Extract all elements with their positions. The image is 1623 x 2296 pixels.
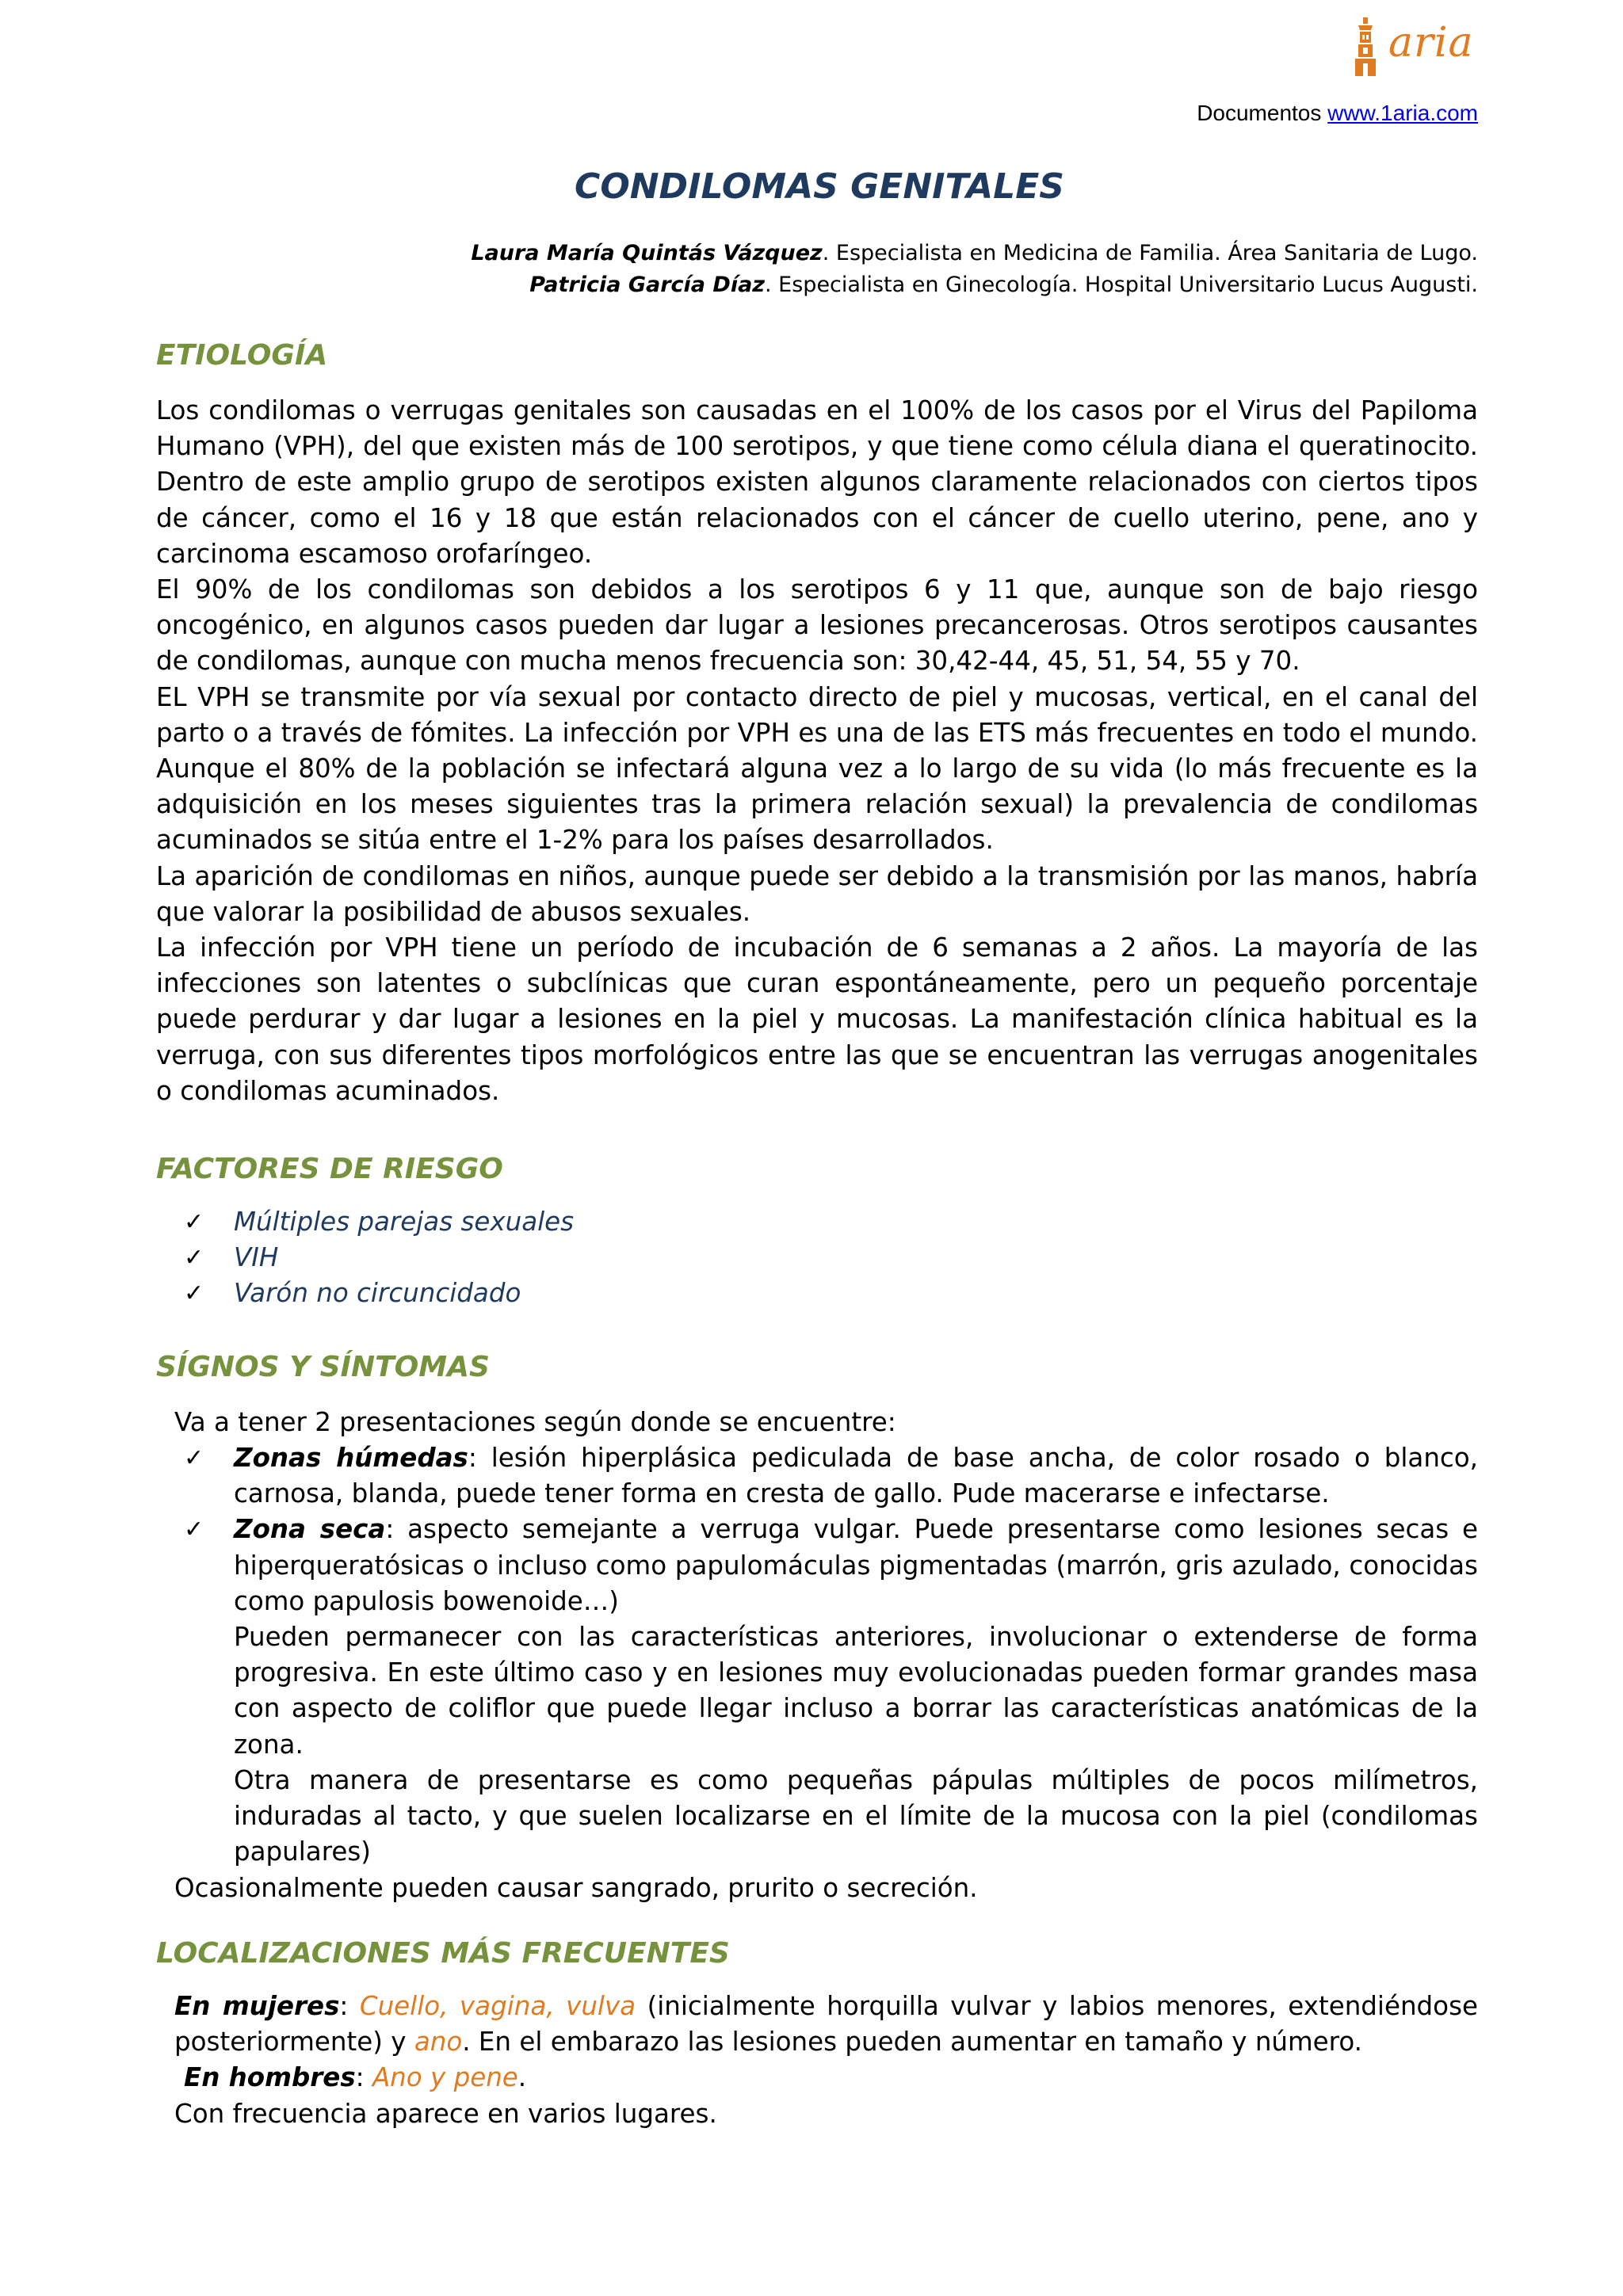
page-title: CONDILOMAS GENITALES bbox=[575, 166, 1064, 207]
authors-block bbox=[471, 238, 1478, 301]
author-role: . Especialista en Medicina de Familia. Área Sanitaria de Lugo. bbox=[822, 241, 1478, 265]
documents-link-line bbox=[1197, 101, 1478, 126]
list-item: ✓ Zonas húmedas: lesión hiperplásica pediculada de base ancha, de color rosado o blanco, carnosa, blanda, puede tener forma en cresta de gallo. Pude macerarse e infectarse. bbox=[184, 1440, 1478, 1512]
section-heading-factores: FACTORES DE RIESGO bbox=[156, 1153, 503, 1185]
author-role: . Especialista en Ginecología. Hospital Universitario Lucus Augusti. bbox=[765, 273, 1478, 297]
author-name: Laura María Quintás Vázquez bbox=[471, 241, 823, 265]
check-icon: ✓ bbox=[184, 1244, 204, 1272]
list-item: ✓ VIH bbox=[184, 1240, 1478, 1276]
etiologia-body bbox=[156, 393, 1478, 1109]
list-item-continuation: Pueden permanecer con las características anteriores, involucionar o extenderse de forma progresiva. En este último caso y en lesiones muy evolucionadas pueden formar grandes masa con aspecto de coliflor que puede llegar incluso a borrar las características anatómicas de la zona. bbox=[234, 1622, 1478, 1760]
section-heading-localizaciones: LOCALIZACIONES MÁS FRECUENTES bbox=[156, 1937, 730, 1970]
list-item: ✓ Zona seca: aspecto semejante a verruga vulgar. Puede presentarse como lesiones secas e hiperqueratósicas o incluso como papulomáculas pigmentadas (marrón, gris azulado, conocidas como papulosis bowenoide…) bbox=[184, 1512, 1478, 1619]
section-heading-etiologia: ETIOLOGÍA bbox=[156, 339, 328, 372]
signos-closing: Ocasionalmente pueden causar sangrado, prurito o secreción. bbox=[174, 1873, 978, 1903]
website-link[interactable]: www.1aria.com bbox=[1327, 101, 1478, 125]
section-heading-signos: SÍGNOS Y SÍNTOMAS bbox=[156, 1351, 490, 1383]
presentation-list bbox=[184, 1440, 1478, 1870]
paragraph: EL VPH se transmite por vía sexual por contacto directo de piel y mucosas, vertical, en el canal del parto o a través de fómites. La infección por VPH es una de las ETS más frecuentes en todo el mundo. Aunque el 80% de la población se infectará alguna vez a lo largo de su vida (lo más frecuente es la adquisición en los meses siguientes tras la primera relación sexual) la prevalencia de condilomas acuminados se sitúa entre el 1-2% para los países desarrollados. bbox=[156, 681, 1478, 856]
list-item: ✓ Múltiples parejas sexuales bbox=[184, 1204, 1478, 1240]
signos-intro: Va a tener 2 presentaciones según donde se encuentre: bbox=[174, 1407, 896, 1437]
list-item: ✓ Varón no circuncidado bbox=[184, 1276, 1478, 1311]
paragraph: La infección por VPH tiene un período de incubación de 6 semanas a 2 años. La mayoría de las infecciones son latentes o subclínicas que curan espontáneamente, pero un pequeño porcentaje puede perdurar y dar lugar a lesiones en la piel y mucosas. La manifestación clínica habitual es la verruga, con sus diferentes tipos morfológicos entre las que se encuentran las verrugas anogenitales o condilomas acuminados. bbox=[156, 933, 1478, 1106]
logo bbox=[1347, 16, 1478, 79]
closing-line: Con frecuencia aparece en varios lugares. bbox=[174, 2098, 717, 2129]
author-line bbox=[471, 269, 1478, 301]
list-item-continuation: Otra manera de presentarse es como pequeñas pápulas múltiples de pocos milímetros, induradas al tacto, y que suelen localizarse en el límite de la mucosa con la piel (condilomas papulares) bbox=[234, 1764, 1478, 1867]
paragraph: La aparición de condilomas en niños, aunque puede ser debido a la transmisión por las manos, habría que valorar la posibilidad de abusos sexuales. bbox=[156, 860, 1478, 927]
hombres-line: En hombres: Ano y pene. bbox=[184, 2062, 527, 2093]
mujeres-line: En mujeres: Cuello, vagina, vulva (inicialmente horquilla vulvar y labios menores, extendiéndose posteriormente) y ano. En el embarazo las lesiones pueden aumentar en tamaño y número. bbox=[174, 1991, 1478, 2058]
author-name: Patricia García Díaz bbox=[529, 273, 766, 297]
check-icon: ✓ bbox=[184, 1516, 204, 1544]
logo-text: aria bbox=[1388, 19, 1474, 67]
lighthouse-icon bbox=[1347, 16, 1387, 79]
paragraph: El 90% de los condilomas son debidos a los serotipos 6 y 11 que, aunque son de bajo riesgo oncogénico, en algunos casos pueden dar lugar a lesiones precancerosas. Otros serotipos causantes de condilomas, aunque con mucha menos frecuencia son: 30,42-44, 45, 51, 54, 55 y 70. bbox=[156, 574, 1478, 677]
paragraph: Los condilomas o verrugas genitales son causadas en el 100% de los casos por el Virus del Papiloma Humano (VPH), del que existen más de 100 serotipos, y que tiene como célula diana el queratinocito. Dentro de este amplio grupo de serotipos existen algunos claramente relacionados con ciertos tipos de cáncer, como el 16 y 18 que están relacionados con el cáncer de cuello uterino, pene, ano y carcinoma escamoso orofaríngeo. bbox=[156, 395, 1478, 569]
check-icon: ✓ bbox=[184, 1444, 204, 1472]
docs-label: Documentos bbox=[1197, 101, 1322, 125]
risk-factor-list bbox=[184, 1204, 1478, 1312]
localizaciones-body bbox=[174, 1989, 1478, 2132]
check-icon: ✓ bbox=[184, 1208, 204, 1236]
author-line bbox=[471, 238, 1478, 269]
check-icon: ✓ bbox=[184, 1280, 204, 1308]
